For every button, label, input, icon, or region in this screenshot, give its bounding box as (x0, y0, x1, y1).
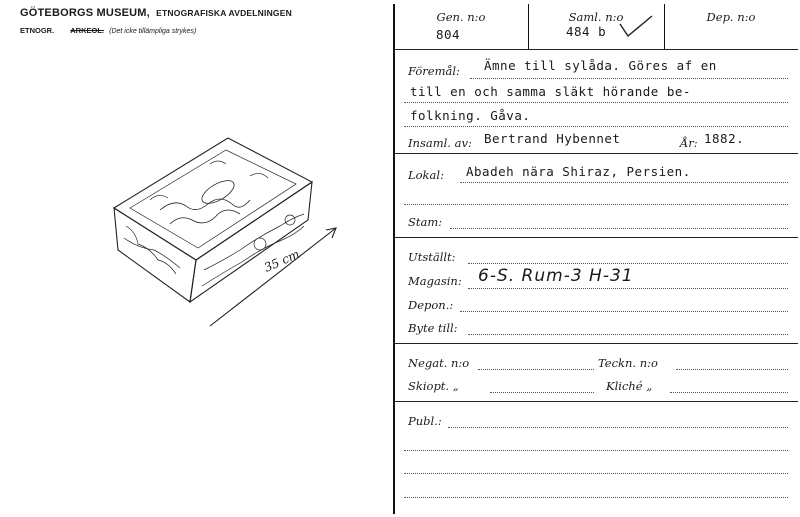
byte-divider (395, 343, 798, 344)
foremal-line-2: till en och samma släkt hörande be- (410, 84, 691, 99)
saml-number-value: 484 b (566, 24, 607, 39)
lokal-label: Lokal: (408, 168, 444, 182)
category-etnogr: ETNOGR. (20, 26, 55, 35)
insaml-value: Bertrand Hybennet (484, 131, 621, 146)
skiopt-dots (490, 392, 594, 393)
negat-label: Negat. n:o (408, 356, 470, 370)
byte-dots (468, 334, 788, 335)
skiopt-label: Skiopt. „ (408, 379, 459, 393)
check-mark-icon (616, 14, 658, 40)
year-value: 1882. (704, 131, 745, 146)
foremal-line-1: Ämne till sylåda. Göres af en (484, 58, 717, 73)
gen-number-label: Gen. n:o (436, 10, 486, 24)
stam-dots (450, 228, 788, 229)
depon-dots (460, 311, 788, 312)
publ-dots-2 (404, 450, 788, 451)
foremal-dots-3 (404, 126, 788, 127)
lokal-value: Abadeh nära Shiraz, Persien. (466, 164, 691, 179)
card-left-border (393, 4, 395, 514)
utstallt-dots (468, 263, 788, 264)
teckn-dots (676, 369, 788, 370)
byte-label: Byte till: (408, 321, 458, 335)
kliche-label: Kliché „ (606, 379, 653, 393)
depon-label: Depon.: (408, 298, 454, 312)
dimension-label: 35 cm (262, 246, 302, 275)
foremal-dots-1 (470, 78, 788, 79)
museum-header (20, 7, 292, 19)
publ-label: Publ.: (408, 414, 442, 428)
saml-number-label: Saml. n:o (568, 10, 624, 24)
lokal-dots-2 (404, 204, 788, 205)
foremal-line-3: folkning. Gåva. (410, 108, 531, 123)
publ-dots-3 (404, 473, 788, 474)
utstallt-label: Utställt: (408, 250, 456, 264)
publ-dots-1 (448, 427, 788, 428)
category-note: (Det icke tillämpliga strykes) (109, 28, 197, 35)
stam-label: Stam: (408, 215, 443, 229)
category-line (20, 26, 196, 35)
kliche-divider (395, 401, 798, 402)
negat-dots (478, 369, 594, 370)
publ-dots-4 (404, 497, 788, 498)
insaml-divider (395, 153, 798, 154)
teckn-label: Teckn. n:o (598, 356, 658, 370)
dep-number-label: Dep. n:o (706, 10, 756, 24)
department-name: ETNOGRAFISKA AVDELNINGEN (156, 8, 292, 18)
header-row-divider (395, 49, 798, 50)
foremal-label: Föremål: (408, 64, 460, 78)
box-sketch (100, 120, 360, 340)
gen-number-value: 804 (436, 27, 461, 42)
stam-divider (395, 237, 798, 238)
lokal-dots (460, 182, 788, 183)
foremal-dots-2 (404, 102, 788, 103)
saml-dep-divider (664, 4, 665, 49)
insaml-label: Insaml. av: (408, 136, 472, 150)
gen-saml-divider (528, 4, 529, 49)
category-arkeol: ARKEOL. (70, 26, 105, 35)
year-label: År: (680, 136, 698, 150)
magasin-value: 6-S. Rum-3 H-31 (478, 266, 634, 286)
kliche-dots (670, 392, 788, 393)
magasin-dots (468, 288, 788, 289)
magasin-label: Magasin: (408, 274, 462, 288)
museum-name: GÖTEBORGS MUSEUM, (20, 7, 150, 19)
